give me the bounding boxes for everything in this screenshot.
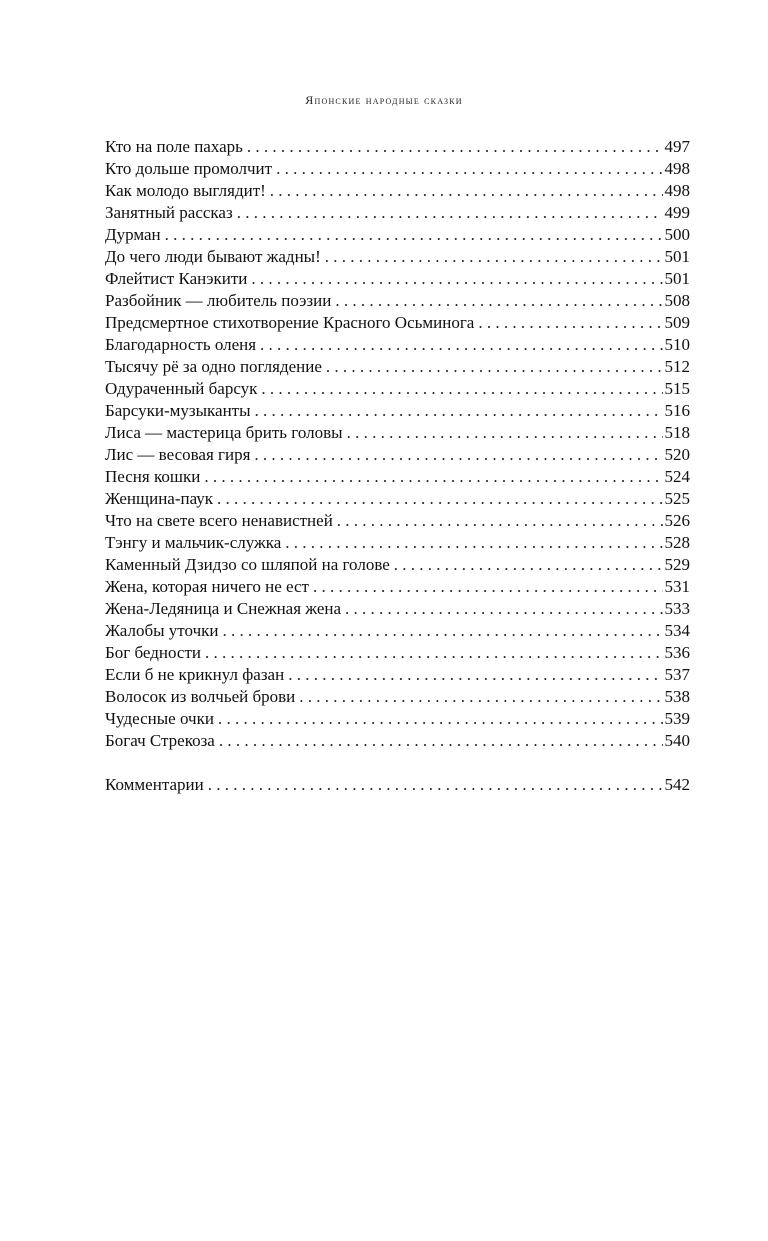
dot-leader	[394, 554, 663, 576]
toc-entry-title: Бог бедности	[105, 643, 201, 662]
toc-entry-page: 533	[664, 599, 690, 618]
toc-entry-title: Дурман	[105, 225, 161, 244]
toc-entry-page: 536	[664, 643, 690, 662]
toc-entry	[105, 642, 690, 664]
dot-leader	[299, 686, 662, 708]
toc-entry	[105, 554, 690, 576]
toc-entry-title: Кто дольше промолчит	[105, 159, 273, 178]
dot-leader	[254, 444, 662, 466]
toc-entry-page: 516	[664, 401, 690, 420]
toc-entry	[105, 422, 690, 444]
toc-entry	[105, 488, 690, 510]
dot-leader	[260, 334, 662, 356]
toc-entry-title: Волосок из волчьей брови	[105, 687, 296, 706]
toc-entry	[105, 334, 690, 356]
dot-leader	[237, 202, 663, 224]
dot-leader	[217, 488, 662, 510]
dot-leader	[208, 774, 663, 796]
toc-entry-commentary	[105, 774, 690, 796]
table-of-contents	[105, 136, 690, 796]
toc-entry-title: Тэнгу и мальчик-служка	[105, 533, 282, 552]
toc-entry	[105, 158, 690, 180]
dot-leader	[347, 422, 663, 444]
toc-entry-title: Занятный рассказ	[105, 203, 233, 222]
toc-entry-page: 518	[664, 423, 690, 442]
dot-leader	[288, 664, 662, 686]
toc-entry	[105, 202, 690, 224]
dot-leader	[285, 532, 662, 554]
toc-entry-page: 534	[664, 621, 690, 640]
toc-entry-title: Что на свете всего ненавистней	[105, 511, 333, 530]
toc-entry-page: 509	[664, 313, 690, 332]
dot-leader	[345, 598, 662, 620]
dot-leader	[337, 510, 663, 532]
dot-leader	[255, 400, 663, 422]
toc-entry-page: 528	[664, 533, 690, 552]
toc-entry-page: 500	[664, 225, 690, 244]
toc-entry	[105, 620, 690, 642]
toc-entry-title: Флейтист Канэкити	[105, 269, 248, 288]
dot-leader	[247, 136, 663, 158]
toc-entry-page: 540	[664, 731, 690, 750]
toc-entry-title: Тысячу рё за одно поглядение	[105, 357, 322, 376]
dot-leader	[251, 268, 662, 290]
toc-entry-title: Чудесные очки	[105, 709, 214, 728]
toc-entry-title: Одураченный барсук	[105, 379, 258, 398]
toc-entry-title: Если б не крикнул фазан	[105, 665, 285, 684]
toc-entry-title: Лиса — мастерица брить головы	[105, 423, 343, 442]
toc-entry-title: Барсуки-музыканты	[105, 401, 251, 420]
toc-entry-page: 512	[664, 357, 690, 376]
toc-entry-title: Жена, которая ничего не ест	[105, 577, 309, 596]
toc-entry-page: 499	[664, 203, 690, 222]
toc-entry-title: Богач Стрекоза	[105, 731, 215, 750]
toc-entry	[105, 664, 690, 686]
toc-entry-title: Лис — весовая гиря	[105, 445, 251, 464]
toc-entry	[105, 290, 690, 312]
dot-leader	[325, 246, 663, 268]
toc-entry	[105, 400, 690, 422]
toc-entry-title: Благодарность оленя	[105, 335, 257, 354]
toc-entry-page: 501	[664, 247, 690, 266]
toc-entry-title: Жена-Ледяница и Снежная жена	[105, 599, 342, 618]
toc-entry-page: 531	[664, 577, 690, 596]
dot-leader	[276, 158, 662, 180]
toc-entry	[105, 224, 690, 246]
toc-entry-page: 510	[664, 335, 690, 354]
toc-entry-title: Кто на поле пахарь	[105, 137, 243, 156]
toc-entry-page: 508	[664, 291, 690, 310]
toc-entry-page: 497	[664, 137, 690, 156]
toc-entry-page: 538	[664, 687, 690, 706]
toc-entry-page: 525	[664, 489, 690, 508]
toc-entry	[105, 378, 690, 400]
dot-leader	[205, 642, 663, 664]
dot-leader	[478, 312, 662, 334]
toc-entry-title: Песня кошки	[105, 467, 201, 486]
toc-entry	[105, 356, 690, 378]
toc-entry	[105, 136, 690, 158]
dot-leader	[222, 620, 662, 642]
toc-entry-page: 526	[664, 511, 690, 530]
toc-entry-title: Как молодо выглядит!	[105, 181, 266, 200]
dot-leader	[219, 730, 663, 752]
toc-entry-page: 515	[664, 379, 690, 398]
dot-leader	[270, 180, 663, 202]
toc-entry-page: 498	[664, 181, 690, 200]
toc-entry	[105, 708, 690, 730]
dot-leader	[165, 224, 663, 246]
toc-entry-page: 524	[664, 467, 690, 486]
toc-entry-title: Жалобы уточки	[105, 621, 219, 640]
toc-entry-title: Разбойник — любитель поэзии	[105, 291, 332, 310]
dot-leader	[335, 290, 662, 312]
dot-leader	[204, 466, 662, 488]
toc-entry-page: 529	[664, 555, 690, 574]
toc-entry-title: Предсмертное стихотворение Красного Осьминога	[105, 313, 475, 332]
toc-entry	[105, 532, 690, 554]
toc-entry	[105, 180, 690, 202]
running-header: Японские народные сказки	[305, 93, 463, 107]
toc-entry-title: До чего люди бывают жадны!	[105, 247, 321, 266]
dot-leader	[218, 708, 663, 730]
toc-entry	[105, 268, 690, 290]
toc-entry-title: Комментарии	[105, 775, 204, 794]
toc-entry-page: 542	[664, 775, 690, 794]
dot-leader	[261, 378, 662, 400]
dot-leader	[326, 356, 663, 378]
toc-entry-page: 498	[664, 159, 690, 178]
toc-entry-page: 520	[664, 445, 690, 464]
toc-entry	[105, 598, 690, 620]
toc-entry-title: Каменный Дзидзо со шляпой на голове	[105, 555, 390, 574]
toc-entry-title: Женщина-паук	[105, 489, 214, 508]
toc-entry	[105, 730, 690, 752]
dot-leader	[313, 576, 663, 598]
toc-entry	[105, 246, 690, 268]
toc-entry	[105, 686, 690, 708]
toc-entry-page: 501	[664, 269, 690, 288]
toc-entry-page: 537	[664, 665, 690, 684]
toc-entry	[105, 576, 690, 598]
toc-entry	[105, 466, 690, 488]
toc-entry	[105, 312, 690, 334]
toc-entry-page: 539	[664, 709, 690, 728]
toc-entry	[105, 444, 690, 466]
toc-entry	[105, 510, 690, 532]
